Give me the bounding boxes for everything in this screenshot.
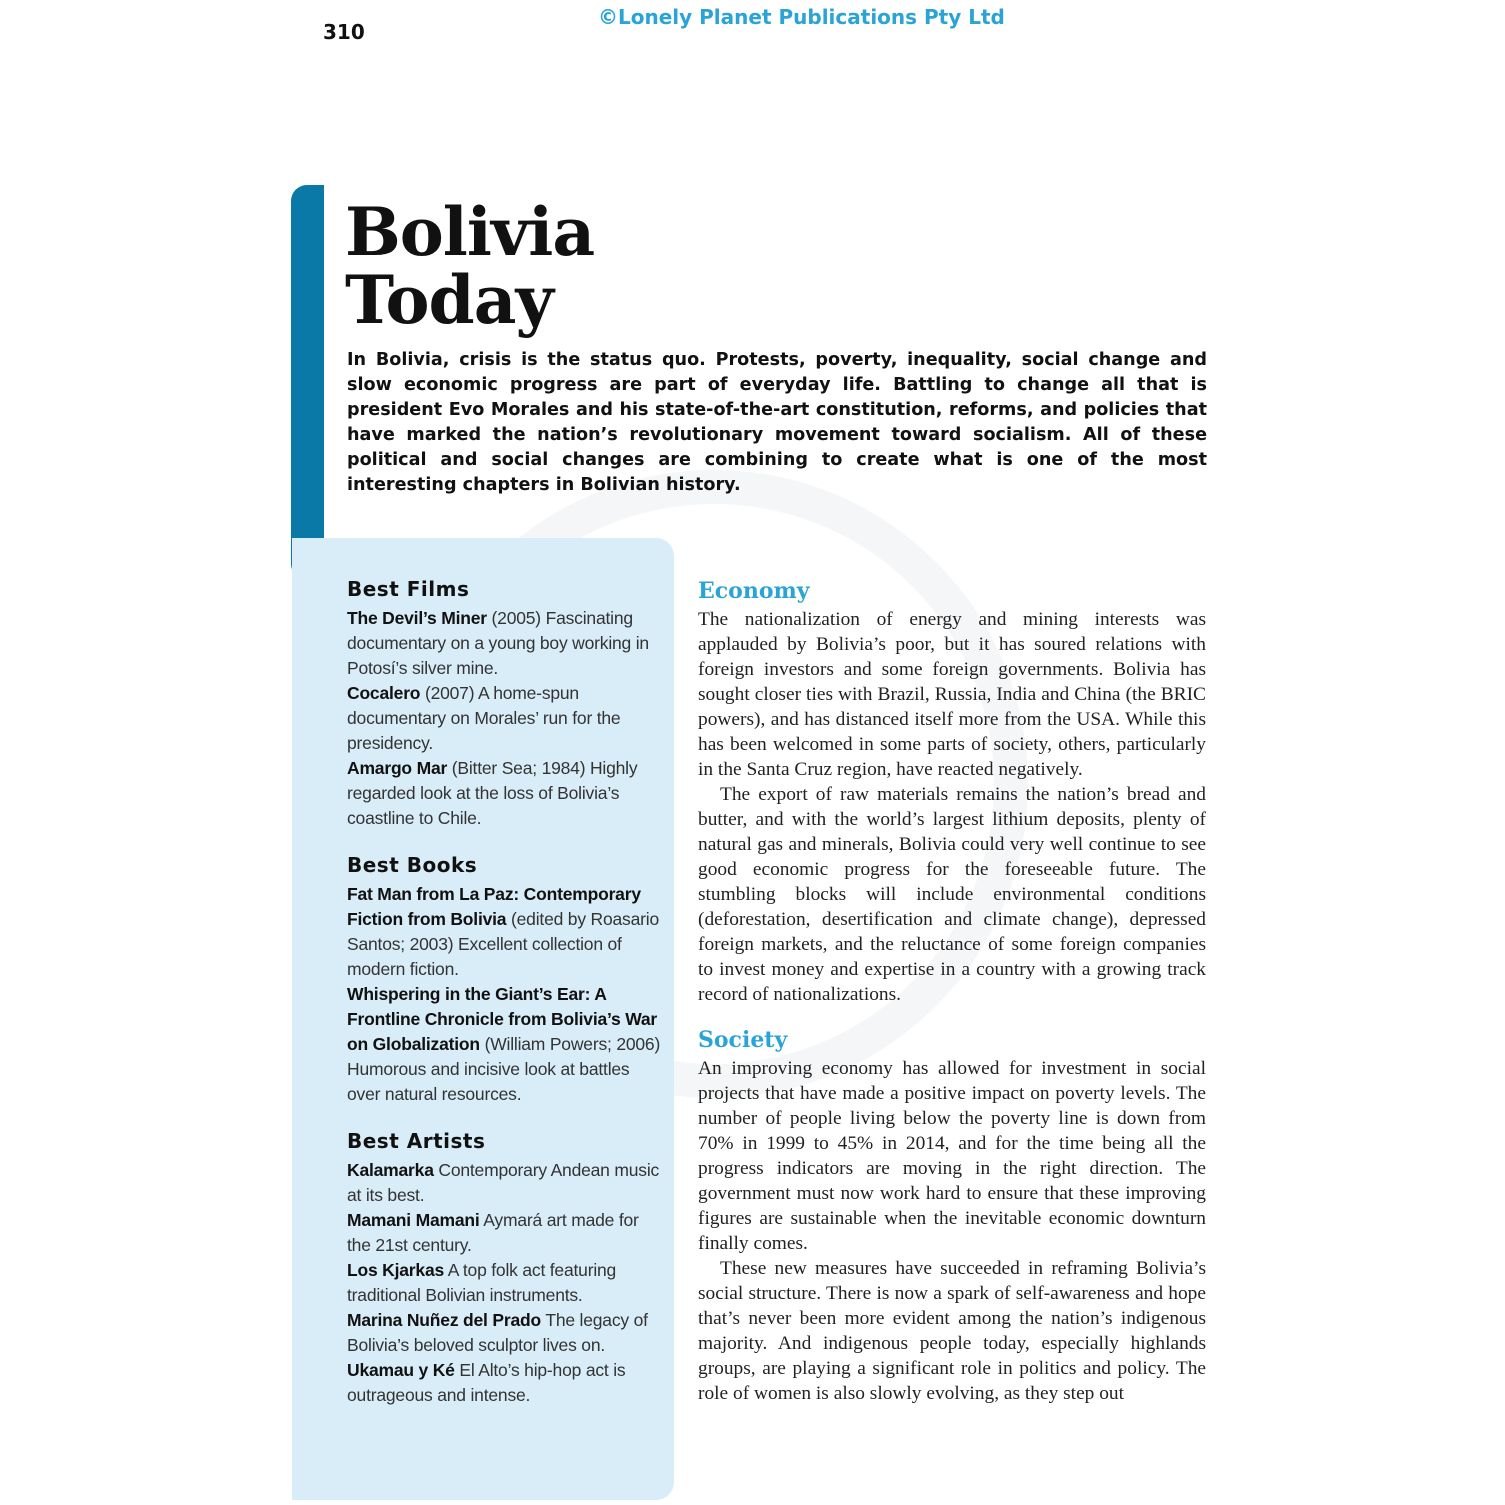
sidebar-box — [292, 538, 674, 1500]
artist-name: Mamani Mamani — [347, 1210, 480, 1230]
book-description: (edited by Roasario Santos; 2003) Excellent collection of modern fiction. — [347, 909, 659, 979]
artist-description: A top folk act featuring traditional Bolivian instruments. — [347, 1260, 617, 1305]
chapter-intro: In Bolivia, crisis is the status quo. Protests, poverty, inequality, social change and slow economic progress are part of everyday life. Battling to change all that is president Evo Morales and his state-of-the-art constitution, reforms, and policies that have marked the nation’s revolutionary movement toward socialism. All of these political and social changes are combining to create what is one of the most interesting chapters in Bolivian history. — [347, 350, 1207, 495]
society-heading: Society — [698, 1027, 788, 1053]
artist-description: Aymará art made for the 21st century. — [347, 1210, 639, 1255]
artist-item — [347, 1258, 662, 1308]
society-section — [698, 1026, 1206, 1406]
economy-paragraph-2: The export of raw materials remains the nation’s bread and butter, and with the world’s largest lithium deposits, plenty of natural gas and minerals, Bolivia could very well continue to see good economic progress for the foreseeable future. The stumbling blocks will include environmental conditions (deforestation, desertification and climate change), depressed foreign markets, and the reluctance of some foreign companies to invest money and expertise in a country with a growing track record of nationalizations. — [698, 784, 1206, 1005]
artist-name: Marina Nuñez del Prado — [347, 1310, 541, 1330]
chapter-title-line2: Today — [345, 261, 553, 339]
main-column — [698, 577, 1206, 1425]
book-title: Fat Man from La Paz: Contemporary Fiction from Bolivia — [347, 884, 641, 929]
artist-item — [347, 1158, 662, 1208]
book-item — [347, 982, 662, 1107]
film-description: (2007) A home-spun documentary on Morales’ run for the presidency. — [347, 683, 621, 753]
film-item — [347, 606, 662, 681]
artist-item — [347, 1358, 662, 1408]
film-item — [347, 681, 662, 756]
film-description: (Bitter Sea; 1984) Highly regarded look at the loss of Bolivia’s coastline to Chile. — [347, 758, 638, 828]
artist-item — [347, 1208, 662, 1258]
artist-description: Contemporary Andean music at its best. — [347, 1160, 660, 1205]
book-description: (William Powers; 2006) Humorous and incisive look at battles over natural resources. — [347, 1034, 661, 1104]
film-title: Cocalero — [347, 683, 421, 703]
chapter-title-line1: Bolivia — [345, 193, 595, 271]
film-title: The Devil’s Miner — [347, 608, 487, 628]
economy-paragraph-1: The nationalization of energy and mining interests was applauded by Bolivia’s poor, but it has soured relations with foreign investors and some foreign governments. Bolivia has sought closer ties with Brazil, Russia, India and China (the BRIC powers), and has distanced itself more from the USA. While this has been welcomed in some parts of society, others, particularly in the Santa Cruz region, have reacted negatively. — [698, 609, 1206, 780]
artist-description: El Alto’s hip-hop act is outrageous and intense. — [347, 1360, 626, 1405]
page-number: 310 — [323, 20, 365, 44]
artist-item — [347, 1308, 662, 1358]
best-films-heading: Best Films — [347, 577, 470, 601]
society-paragraph-2: These new measures have succeeded in reframing Bolivia’s social structure. There is now a spark of self-awareness and hope that’s never been more evident among the nation’s indigenous majority. And indigenous people today, especially highlands groups, are playing a significant role in politics and policy. The role of women is also slowly evolving, as they step out — [698, 1258, 1206, 1404]
best-books-heading: Best Books — [347, 853, 478, 877]
chapter-accent-bar — [291, 185, 324, 580]
best-books-section — [347, 852, 662, 1107]
best-artists-heading: Best Artists — [347, 1129, 486, 1153]
film-item — [347, 756, 662, 831]
artist-description: The legacy of Bolivia’s beloved sculptor lives on. — [347, 1310, 648, 1355]
artist-name: Kalamarka — [347, 1160, 434, 1180]
economy-heading: Economy — [698, 578, 810, 604]
economy-section — [698, 577, 1206, 1007]
book-title: Whispering in the Giant’s Ear: A Frontline Chronicle from Bolivia’s War on Globalization — [347, 984, 658, 1054]
society-paragraph-1: An improving economy has allowed for investment in social projects that have made a positive impact on poverty levels. The number of people living below the poverty line is down from 70% in 1999 to 45% in 2014, and for the time being all the progress indicators are moving in the right direction. The government must now work hard to ensure that these improving figures are sustainable when the inevitable economic downturn finally comes. — [698, 1058, 1206, 1254]
best-artists-section — [347, 1128, 662, 1408]
copyright-notice: ©Lonely Planet Publications Pty Ltd — [598, 5, 1005, 29]
artist-name: Los Kjarkas — [347, 1260, 445, 1280]
film-description: (2005) Fascinating documentary on a young boy working in Potosí’s silver mine. — [347, 608, 649, 678]
best-films-section — [347, 576, 662, 831]
chapter-title — [345, 193, 595, 339]
film-title: Amargo Mar — [347, 758, 448, 778]
book-item — [347, 882, 662, 982]
artist-name: Ukamau y Ké — [347, 1360, 455, 1380]
